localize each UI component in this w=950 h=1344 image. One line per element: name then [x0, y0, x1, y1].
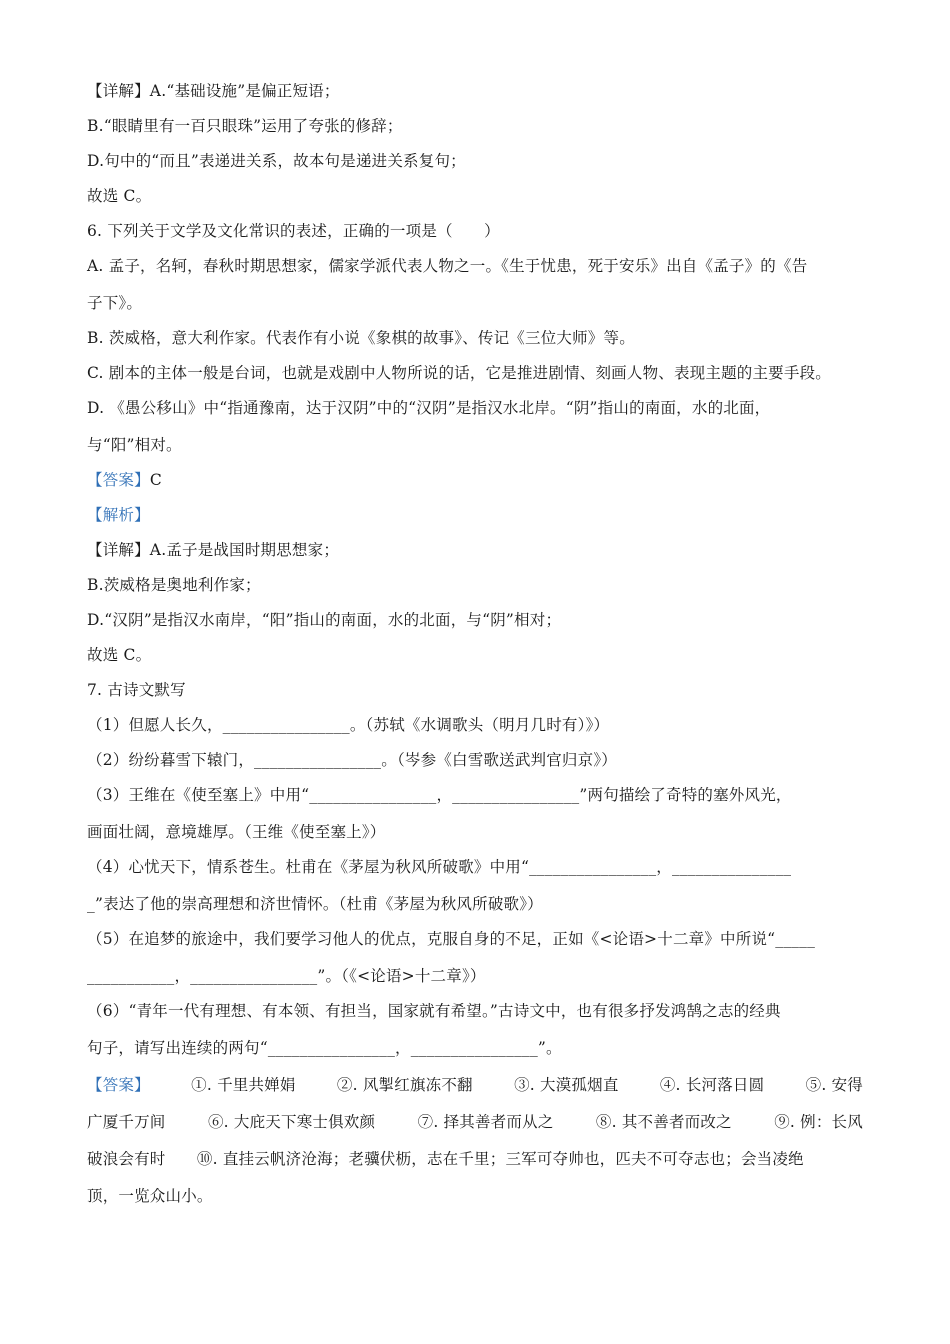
detail-line: D.“汉阴”是指汉水南岸，“阳”指山的南面，水的北面，与“阴”相对； — [87, 611, 562, 629]
fill-item-3-cont: 画面壮阔，意境雄厚。（王维《使至塞上》） — [87, 823, 386, 841]
answer-item: ⑨. 例：长风 — [774, 1113, 863, 1131]
fill-item-5-cont: ___________，________________”。（《<论语>十二章》） — [87, 967, 486, 985]
answer-item: 广厦千万间 — [87, 1113, 166, 1131]
fill-item-1: （1）但愿人长久，________________。（苏轼《水调歌头（明月几时有）》） — [87, 716, 610, 734]
question-7-title: 7. 古诗文默写 — [87, 681, 186, 699]
conclusion-line: 故选 C。 — [87, 187, 152, 205]
fill-item-6: （6）“青年一代有理想、有本领、有担当，国家就有希望。”古诗文中，也有很多抒发鸿鹄之志的经典 — [87, 1002, 781, 1020]
conclusion-line: 故选 C。 — [87, 646, 152, 664]
question-6-title: 6. 下列关于文学及文化常识的表述，正确的一项是（ ） — [87, 222, 500, 240]
detail-line: 【详解】A.“基础设施”是偏正短语； — [87, 82, 340, 100]
option-a-cont: 子下》。 — [87, 294, 143, 312]
answer-item: ①. 千里共婵娟 — [191, 1076, 296, 1094]
option-d: D. 《愚公移山》中“指通豫南，达于汉阴”中的“汉阴”是指汉水北岸。“阴”指山的南面，水的北面， — [87, 399, 771, 417]
analysis-tag: 【解析】 — [87, 506, 150, 524]
answer-tag: 【答案】 — [87, 471, 150, 489]
fill-item-5: （5）在追梦的旅途中，我们要学习他人的优点，克服自身的不足，正如《<论语>十二章》中所说“_____ — [87, 930, 816, 948]
answer-row-2 — [87, 1112, 863, 1132]
answer-item: ⑤. 安得 — [805, 1076, 863, 1094]
answer-row-3: 破浪会有时 ⑩. 直挂云帆济沧海；老骥伏枥，志在千里；三军可夺帅也，匹夫不可夺志也；会当凌绝 — [87, 1150, 804, 1168]
answer-item: ⑧. 其不善者而改之 — [595, 1113, 732, 1131]
answer-item: ⑥. 大庇天下寒士俱欢颜 — [207, 1113, 376, 1131]
answer-item: ⑦. 择其善者而从之 — [417, 1113, 554, 1131]
fill-item-3: （3）王维在《使至塞上》中用“________________，________________”两句描绘了奇特的塞外风光， — [87, 786, 792, 804]
answer-item: ④. 长河落日圆 — [659, 1076, 765, 1094]
detail-line: B.“眼睛里有一百只眼珠”运用了夸张的修辞； — [87, 117, 403, 135]
answer-line — [87, 470, 162, 490]
answer-tag: 【答案】 — [87, 1076, 150, 1094]
option-c: C. 剧本的主体一般是台词，也就是戏剧中人物所说的话，它是推进剧情、刻画人物、表现主题的主要手段。 — [87, 364, 831, 382]
answer-value: C — [149, 471, 162, 489]
option-d-cont: 与“阳”相对。 — [87, 436, 182, 454]
fill-item-6-cont: 句子，请写出连续的两句“________________，________________”。 — [87, 1039, 562, 1057]
detail-line: B.茨威格是奥地利作家； — [87, 576, 261, 594]
fill-item-2: （2）纷纷暮雪下辕门，________________。（岑参《白雪歌送武判官归京》） — [87, 751, 617, 769]
fill-item-4: （4）心忧天下，情系苍生。杜甫在《茅屋为秋风所破歌》中用“________________，_______________ — [87, 858, 792, 876]
option-a: A. 孟子，名轲，春秋时期思想家，儒家学派代表人物之一。《生于忧患，死于安乐》出自《孟子》的《告 — [87, 257, 808, 275]
option-b: B. 茨威格，意大利作家。代表作有小说《象棋的故事》、传记《三位大师》等。 — [87, 329, 635, 347]
fill-item-4-cont: _”表达了他的崇高理想和济世情怀。（杜甫《茅屋为秋风所破歌》） — [87, 895, 543, 913]
answer-item: ③. 大漠孤烟直 — [514, 1076, 619, 1094]
detail-line: D.句中的“而且”表递进关系，故本句是递进关系复句； — [87, 152, 466, 170]
answer-row-4: 顶，一览众山小。 — [87, 1187, 213, 1205]
detail-line: 【详解】A.孟子是战国时期思想家； — [87, 541, 340, 559]
answer-row-1 — [87, 1075, 863, 1095]
answer-item: ②. 风掣红旗冻不翻 — [336, 1076, 473, 1094]
